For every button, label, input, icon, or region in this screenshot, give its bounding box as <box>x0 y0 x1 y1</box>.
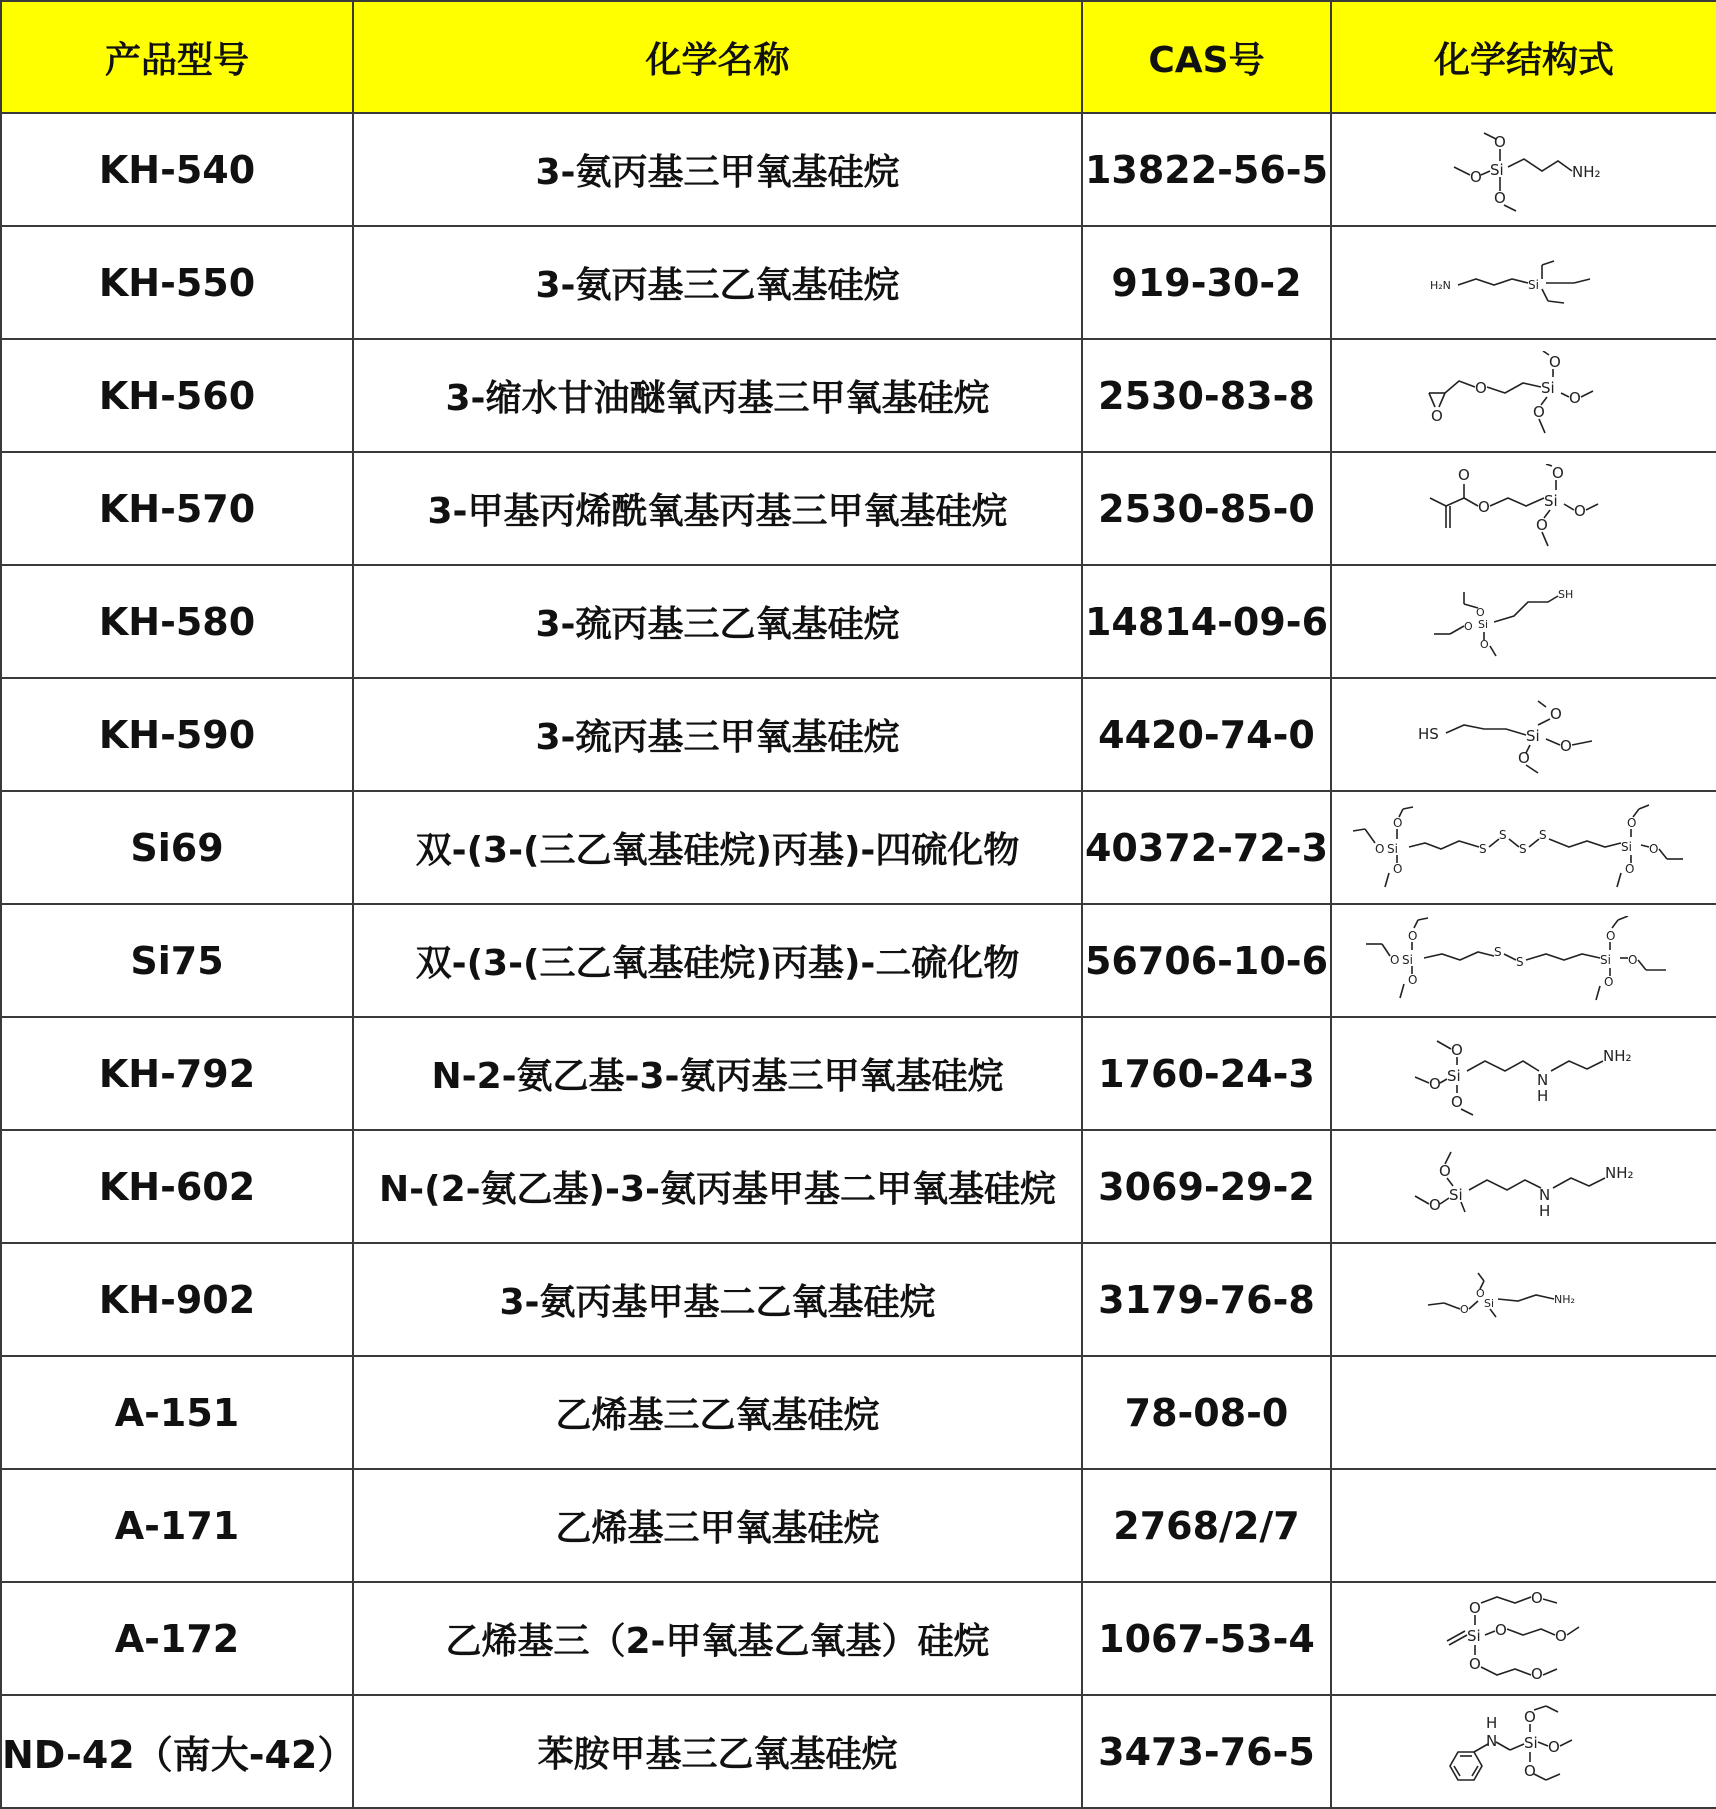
svg-text:O: O <box>1524 1707 1536 1726</box>
svg-text:O: O <box>1476 605 1485 619</box>
anilinomethyltriethoxysilane-structure <box>1434 1702 1614 1802</box>
svg-text:S: S <box>1499 827 1507 842</box>
chemical-name-cell: 3-氨丙基甲基二乙氧基硅烷 <box>353 1243 1082 1356</box>
structure-cell <box>1331 791 1716 904</box>
model-cell: Si69 <box>1 791 353 904</box>
table-row <box>1 678 1716 791</box>
svg-text:O: O <box>1476 1286 1485 1300</box>
svg-text:S: S <box>1516 954 1524 969</box>
svg-text:S: S <box>1479 841 1487 856</box>
svg-text:N: N <box>1539 1185 1551 1204</box>
aminopropyltriethoxysilane-structure <box>1424 253 1624 313</box>
svg-text:O: O <box>1628 952 1638 967</box>
cas-cell: 4420-74-0 <box>1082 678 1331 791</box>
chemical-name-cell: 乙烯基三甲氧基硅烷 <box>353 1469 1082 1582</box>
header-cas: CAS号 <box>1082 1 1331 113</box>
svg-text:O: O <box>1627 815 1637 830</box>
svg-text:O: O <box>1574 501 1586 520</box>
svg-text:O: O <box>1533 402 1545 421</box>
cas-cell: 56706-10-6 <box>1082 904 1331 1017</box>
svg-text:O: O <box>1460 1302 1469 1316</box>
svg-text:Si: Si <box>1478 617 1489 631</box>
svg-text:O: O <box>1470 167 1482 186</box>
svg-text:Si: Si <box>1484 1296 1495 1310</box>
svg-text:O: O <box>1548 1737 1560 1756</box>
cas-cell: 2530-85-0 <box>1082 452 1331 565</box>
table-row <box>1 904 1716 1017</box>
model-cell: KH-580 <box>1 565 353 678</box>
svg-text:O: O <box>1408 972 1418 987</box>
table-row <box>1 226 1716 339</box>
table-row <box>1 1017 1716 1130</box>
svg-text:N: N <box>1486 1731 1498 1750</box>
svg-text:O: O <box>1552 463 1564 482</box>
svg-text:O: O <box>1531 1664 1543 1683</box>
svg-text:NH₂: NH₂ <box>1603 1046 1632 1065</box>
svg-text:O: O <box>1550 704 1562 723</box>
svg-text:Si: Si <box>1467 1626 1481 1645</box>
chemical-name-cell: N-2-氨乙基-3-氨丙基三甲氧基硅烷 <box>353 1017 1082 1130</box>
structure-cell <box>1331 113 1716 226</box>
svg-text:O: O <box>1480 637 1489 651</box>
cas-cell: 3179-76-8 <box>1082 1243 1331 1356</box>
table-row <box>1 791 1716 904</box>
chemical-name-cell: 苯胺甲基三乙氧基硅烷 <box>353 1695 1082 1808</box>
cas-cell: 919-30-2 <box>1082 226 1331 339</box>
svg-text:O: O <box>1390 952 1400 967</box>
structure-cell <box>1331 452 1716 565</box>
svg-text:Si: Si <box>1544 491 1558 510</box>
glycidoxypropyltrimethoxysilane-structure <box>1419 351 1629 441</box>
table-row <box>1 1582 1716 1695</box>
svg-text:O: O <box>1375 841 1385 856</box>
cas-cell: 3473-76-5 <box>1082 1695 1331 1808</box>
chemical-name-cell: 3-巯丙基三乙氧基硅烷 <box>353 565 1082 678</box>
cas-cell: 14814-09-6 <box>1082 565 1331 678</box>
model-cell: A-151 <box>1 1356 353 1469</box>
svg-text:O: O <box>1429 1074 1441 1093</box>
svg-text:O: O <box>1536 515 1548 534</box>
chemical-name-cell: 乙烯基三乙氧基硅烷 <box>353 1356 1082 1469</box>
svg-text:Si: Si <box>1526 726 1540 745</box>
svg-text:NH₂: NH₂ <box>1605 1163 1634 1182</box>
svg-text:O: O <box>1393 861 1403 876</box>
svg-text:Si: Si <box>1402 952 1413 967</box>
table-row <box>1 1356 1716 1469</box>
structure-cell <box>1331 1469 1716 1582</box>
svg-text:Si: Si <box>1387 841 1398 856</box>
chemical-name-cell: 3-氨丙基三乙氧基硅烷 <box>353 226 1082 339</box>
svg-text:O: O <box>1478 497 1490 516</box>
chemical-name-cell: 乙烯基三（2-甲氧基乙氧基）硅烷 <box>353 1582 1082 1695</box>
svg-text:O: O <box>1649 841 1659 856</box>
svg-text:O: O <box>1494 188 1506 207</box>
model-cell: Si75 <box>1 904 353 1017</box>
svg-text:O: O <box>1469 1598 1481 1617</box>
svg-text:O: O <box>1560 736 1572 755</box>
svg-text:O: O <box>1625 861 1635 876</box>
svg-text:S: S <box>1519 841 1527 856</box>
model-cell: ND-42（南大-42） <box>1 1695 353 1808</box>
svg-text:HS: HS <box>1418 724 1439 743</box>
svg-text:SH: SH <box>1558 587 1574 601</box>
svg-text:Si: Si <box>1621 839 1632 854</box>
cas-cell: 13822-56-5 <box>1082 113 1331 226</box>
svg-text:Si: Si <box>1490 160 1504 179</box>
structure-cell <box>1331 1356 1716 1469</box>
svg-text:O: O <box>1451 1040 1463 1059</box>
svg-text:H: H <box>1486 1713 1498 1732</box>
svg-text:S: S <box>1494 944 1502 959</box>
svg-text:Si: Si <box>1541 378 1555 397</box>
mercaptopropyltriethoxysilane-structure <box>1424 582 1624 662</box>
model-cell: A-171 <box>1 1469 353 1582</box>
table-row <box>1 1469 1716 1582</box>
structure-cell <box>1331 1017 1716 1130</box>
table-row <box>1 1243 1716 1356</box>
methacryloxypropyltrimethoxysilane-structure <box>1424 464 1624 554</box>
model-cell: KH-590 <box>1 678 353 791</box>
svg-text:O: O <box>1524 1761 1536 1780</box>
svg-text:O: O <box>1431 406 1443 425</box>
cas-cell: 1760-24-3 <box>1082 1017 1331 1130</box>
structure-cell <box>1331 1130 1716 1243</box>
header-row <box>1 1 1716 113</box>
svg-text:N: N <box>1537 1070 1549 1089</box>
svg-text:H₂N: H₂N <box>1430 278 1451 292</box>
structure-cell <box>1331 339 1716 452</box>
chemical-name-cell: 3-氨丙基三甲氧基硅烷 <box>353 113 1082 226</box>
structure-cell <box>1331 1243 1716 1356</box>
svg-text:O: O <box>1464 619 1473 633</box>
vinyltris-methoxyethoxy-silane-structure <box>1439 1589 1609 1689</box>
svg-text:H: H <box>1539 1201 1551 1220</box>
model-cell: A-172 <box>1 1582 353 1695</box>
svg-text:O: O <box>1494 132 1506 151</box>
svg-text:O: O <box>1475 378 1487 397</box>
aminopropylmethyldiethoxysilane-structure <box>1424 1265 1624 1335</box>
tetrasulfide-structure <box>1349 803 1699 893</box>
svg-text:NH₂: NH₂ <box>1554 1292 1575 1306</box>
cas-cell: 3069-29-2 <box>1082 1130 1331 1243</box>
cas-cell: 1067-53-4 <box>1082 1582 1331 1695</box>
svg-text:O: O <box>1531 1588 1543 1607</box>
table-row <box>1 113 1716 226</box>
structure-cell <box>1331 226 1716 339</box>
aminoethylaminopropyltrimethoxysilane-structure <box>1409 1029 1639 1119</box>
svg-text:O: O <box>1429 1195 1441 1214</box>
model-cell: KH-602 <box>1 1130 353 1243</box>
mercaptopropyltrimethoxysilane-structure <box>1414 695 1634 775</box>
svg-text:Si: Si <box>1524 1733 1538 1752</box>
chemical-name-cell: N-(2-氨乙基)-3-氨丙基甲基二甲氧基硅烷 <box>353 1130 1082 1243</box>
svg-text:O: O <box>1469 1654 1481 1673</box>
chemical-name-cell: 3-巯丙基三甲氧基硅烷 <box>353 678 1082 791</box>
svg-text:O: O <box>1439 1161 1451 1180</box>
model-cell: KH-540 <box>1 113 353 226</box>
svg-text:O: O <box>1569 388 1581 407</box>
svg-text:O: O <box>1393 815 1403 830</box>
svg-text:O: O <box>1458 465 1470 484</box>
model-cell: KH-902 <box>1 1243 353 1356</box>
disulfide-structure <box>1364 916 1684 1006</box>
structure-cell <box>1331 904 1716 1017</box>
chemical-name-cell: 双-(3-(三乙氧基硅烷)丙基)-四硫化物 <box>353 791 1082 904</box>
svg-text:Si: Si <box>1449 1185 1463 1204</box>
header-structure: 化学结构式 <box>1331 1 1716 113</box>
svg-text:O: O <box>1555 1626 1567 1645</box>
aminopropyltrimethoxysilane-structure <box>1424 125 1624 215</box>
model-cell: KH-792 <box>1 1017 353 1130</box>
table-row <box>1 1695 1716 1808</box>
svg-text:Si: Si <box>1447 1066 1461 1085</box>
structure-cell <box>1331 1582 1716 1695</box>
svg-text:O: O <box>1408 928 1418 943</box>
svg-text:Si: Si <box>1600 952 1611 967</box>
structure-cell <box>1331 565 1716 678</box>
svg-text:NH₂: NH₂ <box>1572 162 1601 181</box>
svg-text:O: O <box>1451 1092 1463 1111</box>
chemical-name-cell: 3-缩水甘油醚氧丙基三甲氧基硅烷 <box>353 339 1082 452</box>
svg-text:O: O <box>1495 1620 1507 1639</box>
svg-text:H: H <box>1537 1086 1549 1105</box>
header-chemical-name: 化学名称 <box>353 1 1082 113</box>
svg-text:O: O <box>1549 352 1561 371</box>
model-cell: KH-550 <box>1 226 353 339</box>
svg-text:O: O <box>1604 974 1614 989</box>
table-row <box>1 339 1716 452</box>
cas-cell: 2768/2/7 <box>1082 1469 1331 1582</box>
chemical-name-cell: 3-甲基丙烯酰氧基丙基三甲氧基硅烷 <box>353 452 1082 565</box>
svg-text:O: O <box>1518 748 1530 767</box>
header-model: 产品型号 <box>1 1 353 113</box>
cas-cell: 78-08-0 <box>1082 1356 1331 1469</box>
model-cell: KH-560 <box>1 339 353 452</box>
table-row <box>1 565 1716 678</box>
cas-cell: 2530-83-8 <box>1082 339 1331 452</box>
svg-text:Si: Si <box>1528 277 1539 292</box>
table-row <box>1 452 1716 565</box>
structure-cell <box>1331 1695 1716 1808</box>
chemical-name-cell: 双-(3-(三乙氧基硅烷)丙基)-二硫化物 <box>353 904 1082 1017</box>
model-cell: KH-570 <box>1 452 353 565</box>
svg-text:O: O <box>1606 928 1616 943</box>
table-row <box>1 1130 1716 1243</box>
svg-text:S: S <box>1539 827 1547 842</box>
structure-cell <box>1331 678 1716 791</box>
aminoethylaminopropylmethyldimethoxysilane-structure <box>1409 1142 1639 1232</box>
cas-cell: 40372-72-3 <box>1082 791 1331 904</box>
